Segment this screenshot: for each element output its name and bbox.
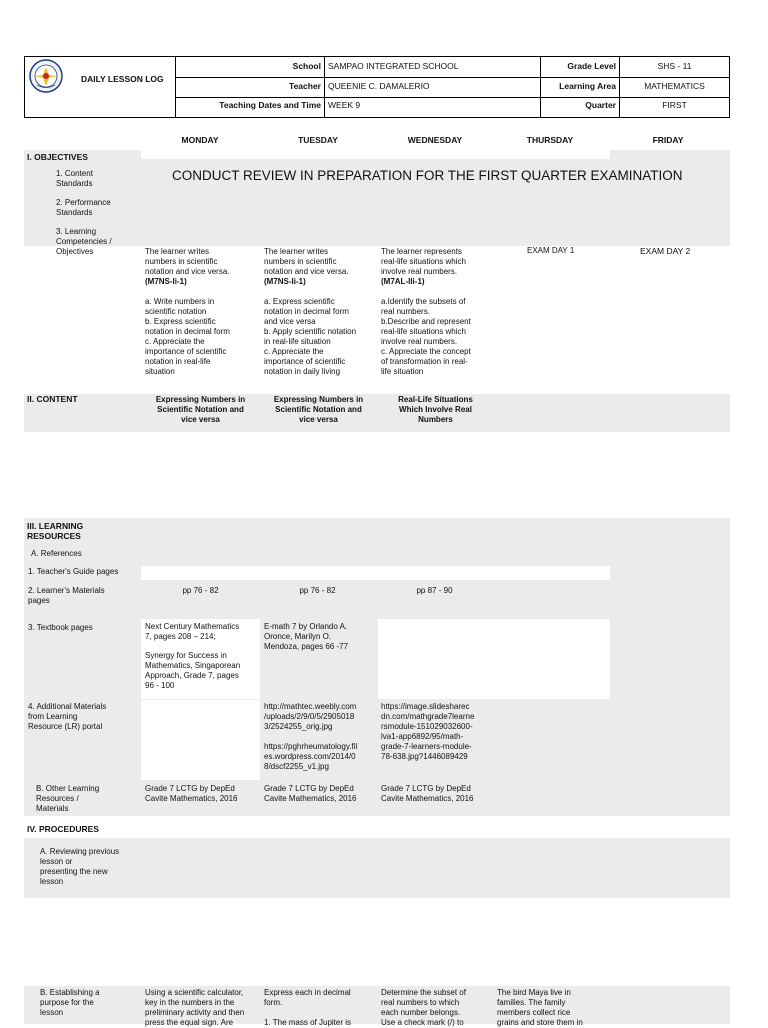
teacher-label: Teacher xyxy=(289,81,321,91)
wednesday-other-resources: Grade 7 LCTG by DepEd Cavite Mathematics, 2016 xyxy=(381,784,474,803)
teaching-dates-value: WEEK 9 xyxy=(328,100,361,110)
deped-seal-icon xyxy=(29,59,63,93)
grade-level-value: SHS - 11 xyxy=(657,61,692,71)
objectives-heading: I. OBJECTIVES xyxy=(27,152,88,162)
reviewing-label: A. Reviewing previous lesson or presenting the new lesson xyxy=(40,847,120,886)
day-header-thursday: THURSDAY xyxy=(526,135,574,145)
establishing-label: B. Establishing a purpose for the lesson xyxy=(40,988,100,1017)
objectives-band xyxy=(24,150,730,246)
tuesday-objective-list: a. Express scientific notation in decimal form and vice versa b. Apply scientific notation in real-life situation c. Appreciate the importance of scientific notation in daily living xyxy=(264,297,357,376)
references-label: A. References xyxy=(31,549,82,558)
monday-textbook-1: Next Century Mathematics 7, pages 208 – 214; xyxy=(145,622,240,641)
day-header-friday: FRIDAY xyxy=(652,135,684,145)
thursday-establishing: The bird Maya live in families. The family members collect rice grains and store them in xyxy=(497,988,583,1027)
content-heading: II. CONTENT xyxy=(27,394,78,404)
tuesday-link-1[interactable]: http://mathtec.weebly.com /uploads/2/9/0/5/2905018 3/2524255_orig.jpg xyxy=(264,702,357,731)
tuesday-content: Expressing Numbers in Scientific Notation and vice versa xyxy=(273,395,364,424)
content-standards-label: 1. Content Standards xyxy=(56,169,93,188)
day-header-tuesday: TUESDAY xyxy=(298,135,338,145)
learning-area-label: Learning Area xyxy=(559,81,616,91)
tuesday-establishing: Express each in decimal form. 1. The mass of Jupiter is xyxy=(264,988,351,1027)
tuesday-objective-intro: The learner writes numbers in scientific notation and vice versa. xyxy=(264,247,349,276)
resources-heading: III. LEARNING RESOURCES xyxy=(27,521,84,541)
review-banner: CONDUCT REVIEW IN PREPARATION FOR THE FIRST QUARTER EXAMINATION xyxy=(172,168,683,183)
procedures-band xyxy=(24,838,730,898)
tuesday-other-resources: Grade 7 LCTG by DepEd Cavite Mathematics, 2016 xyxy=(264,784,357,803)
teachers-guide-label: 1. Teacher's Guide pages xyxy=(28,567,119,576)
quarter-label: Quarter xyxy=(585,100,616,110)
competencies-label: 3. Learning Competencies / Objectives xyxy=(56,227,112,256)
tuesday-link-2[interactable]: https://pghrheumatology.fil es.wordpress.com/2014/0 8/dscf2255_v1.jpg xyxy=(264,742,358,771)
document-title: DAILY LESSON LOG xyxy=(81,74,164,84)
wednesday-content: Real-Life Situations Which Involve Real Numbers xyxy=(398,395,473,424)
other-resources-label: B. Other Learning Resources / Materials xyxy=(36,784,100,813)
textbook-label: 3. Textbook pages xyxy=(28,623,93,632)
monday-other-resources: Grade 7 LCTG by DepEd Cavite Mathematics, 2016 xyxy=(145,784,238,803)
tuesday-textbook: E-math 7 by Orlando A. Oronce, Marilyn O. Mendoza, pages 66 -77 xyxy=(264,622,349,651)
tuesday-lm-pages: pp 76 - 82 xyxy=(299,586,336,595)
learners-materials-label: 2. Learner's Materials pages xyxy=(28,586,105,605)
monday-objective-code: (M7NS-Ii-1) xyxy=(145,277,187,286)
wednesday-objective-intro: The learner represents real-life situations which involve real numbers. xyxy=(381,247,466,276)
content-band xyxy=(24,394,730,432)
friday-exam: EXAM DAY 2 xyxy=(640,246,691,256)
thursday-exam: EXAM DAY 1 xyxy=(527,246,575,255)
teaching-dates-label: Teaching Dates and Time xyxy=(219,100,321,110)
school-value: SAMPAO INTEGRATED SCHOOL xyxy=(328,61,459,71)
resources-band xyxy=(24,518,730,816)
quarter-value: FIRST xyxy=(662,100,687,110)
wednesday-objective-code: (M7AL-IIi-1) xyxy=(381,277,425,286)
wednesday-lm-pages: pp 87 - 90 xyxy=(416,586,453,595)
establishing-band xyxy=(24,986,730,1024)
learning-area-value: MATHEMATICS xyxy=(644,81,705,91)
tuesday-objective-code: (M7NS-Ii-1) xyxy=(264,277,306,286)
additional-materials-label: 4. Additional Materials from Learning Resource (LR) portal xyxy=(28,702,107,731)
monday-textbook-2: Synergy for Success in Mathematics, Singaporean Approach, Grade 7, pages 96 - 100 xyxy=(145,651,241,690)
wednesday-establishing: Determine the subset of real numbers to which each number belongs. Use a check mark (/) to xyxy=(381,988,466,1027)
monday-objective-list: a. Write numbers in scientific notation b. Express scientific notation in decimal form c. Appreciate the importance of scientific notation in real-life situation xyxy=(145,297,230,376)
teacher-value: QUEENIE C. DAMALERIO xyxy=(328,81,430,91)
school-label: School xyxy=(292,61,321,71)
grade-level-label: Grade Level xyxy=(567,61,616,71)
monday-objective-intro: The learner writes numbers in scientific notation and vice versa. xyxy=(145,247,230,276)
monday-establishing: Using a scientific calculator, key in the numbers in the preliminary activity and then press the equal sign. Are xyxy=(145,988,245,1027)
day-header-wednesday: WEDNESDAY xyxy=(407,135,463,145)
wednesday-link[interactable]: https://image.slidesharec dn.com/mathgrade7learne rsmodule-151029032600- lva1-app6892/95/math- grade-7-learners-module- 78-638.jpg?1446089429 xyxy=(381,702,475,761)
monday-content: Expressing Numbers in Scientific Notation and vice versa xyxy=(155,395,246,424)
monday-lm-pages: pp 76 - 82 xyxy=(182,586,219,595)
performance-standards-label: 2. Performance Standards xyxy=(56,198,111,217)
day-header-monday: MONDAY xyxy=(181,135,219,145)
procedures-heading: IV. PROCEDURES xyxy=(27,824,99,834)
wednesday-objective-list: a.Identify the subsets of real numbers. b.Describe and represent real-life situations which involve real numbers. c. Appreciate the concept of transformation in real- life situation xyxy=(381,297,471,376)
header-table xyxy=(24,56,730,118)
